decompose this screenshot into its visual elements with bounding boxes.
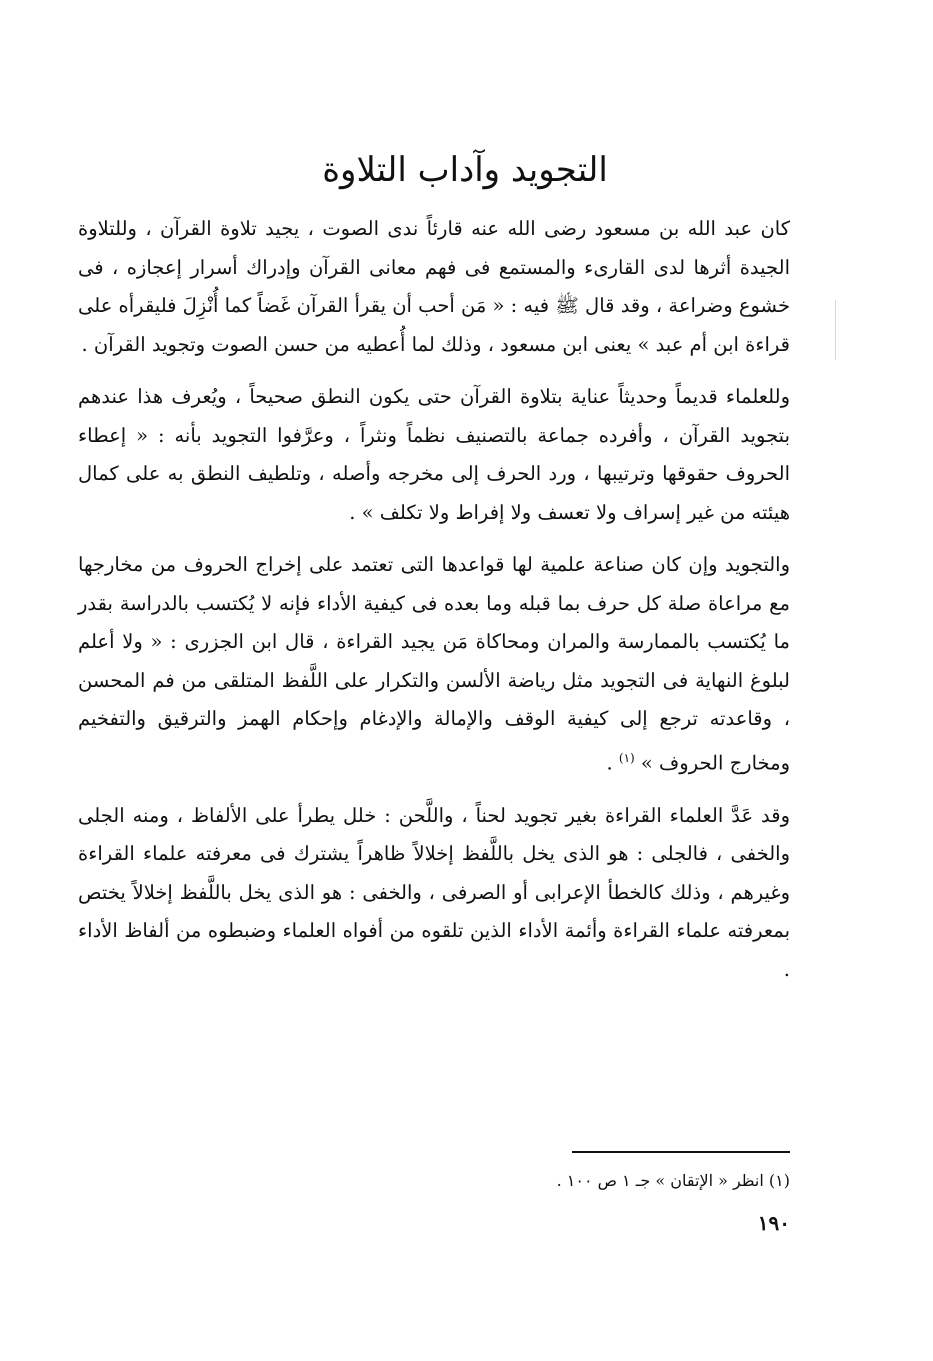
footnote-divider: [572, 1151, 790, 1153]
page-number: ١٩٠: [757, 1211, 790, 1235]
footnote-marker: (١): [618, 750, 635, 765]
paragraph-3-text: والتجويد وإن كان صناعة علمية لها قواعدها التى تعتمد على إخراج الحروف من مخارجها مع مراعاة صلة كل حرف بما قبله وما بعده فى كيفية الأداء فإنه لا يُكتسب بالدراسة بقدر ما يُكتسب بالممارسة والمران ومحاكاة مَن يجيد القراءة ، قال ابن الجزرى : « ولا أعلم لبلوغ النهاية فى التجويد مثل رياضة الألسن والتكرار على اللَّفظ المتلقى من فم المحسن ، وقاعدته ترجع إلى كيفية الوقف والإمالة والإدغام وإحكام الهمز والترقيق والتفخيم ومخارج الحروف »: [78, 553, 790, 774]
paragraph-3: [78, 546, 790, 783]
page-title: التجويد وآداب التلاوة: [322, 150, 608, 190]
footnote: (١) انظر « الإتقان » جـ ١ ص ١٠٠ .: [556, 1171, 790, 1190]
margin-mark: [835, 300, 836, 360]
paragraph-3-end: .: [606, 751, 619, 774]
paragraph-2: وللعلماء قديماً وحديثاً عناية بتلاوة القرآن حتى يكون النطق صحيحاً ، ويُعرف هذا عندهم بتجويد القرآن ، وأفرده جماعة بالتصنيف نظماً ونثراً ، وعرَّفوا التجويد بأنه : « إعطاء الحروف حقوقها وترتيبها ، ورد الحرف إلى مخرجه وأصله ، وتلطيف النطق به على كمال هيئته من غير إسراف ولا تعسف ولا إفراط ولا تكلف » .: [78, 385, 790, 524]
paragraph-1: كان عبد الله بن مسعود رضى الله عنه قارئاً ندى الصوت ، يجيد تلاوة القرآن ، وللتلاوة الجيدة أثرها لدى القارىء والمستمع فى فهم معانى القرآن وإدراك أسرار إعجازه ، فى خشوع وضراعة ، وقد قال ﷺ فيه : « مَن أحب أن يقرأ القرآن غَضاً كما أُنْزِلَ فليقرأه على قراءة ابن أم عبد » يعنى ابن مسعود ، وذلك لما أُعطيه من حسن الصوت وتجويد القرآن .: [78, 217, 790, 356]
paragraph-4: وقد عَدَّ العلماء القراءة بغير تجويد لحناً ، واللَّحن : خلل يطرأ على الألفاظ ، ومنه الجلى والخفى ، فالجلى : هو الذى يخل باللَّفظ إخلالاً ظاهراً يشترك فى معرفته علماء القراءة وغيرهم ، وذلك كالخطأ الإعرابى أو الصرفى ، والخفى : هو الذى يخل باللَّفظ إخلالاً يختص بمعرفته علماء القراءة وأئمة الأداء الذين تلقوه من أفواه العلماء وضبطوه من ألفاظ الأداء .: [78, 803, 790, 981]
body-text: [78, 210, 790, 1003]
